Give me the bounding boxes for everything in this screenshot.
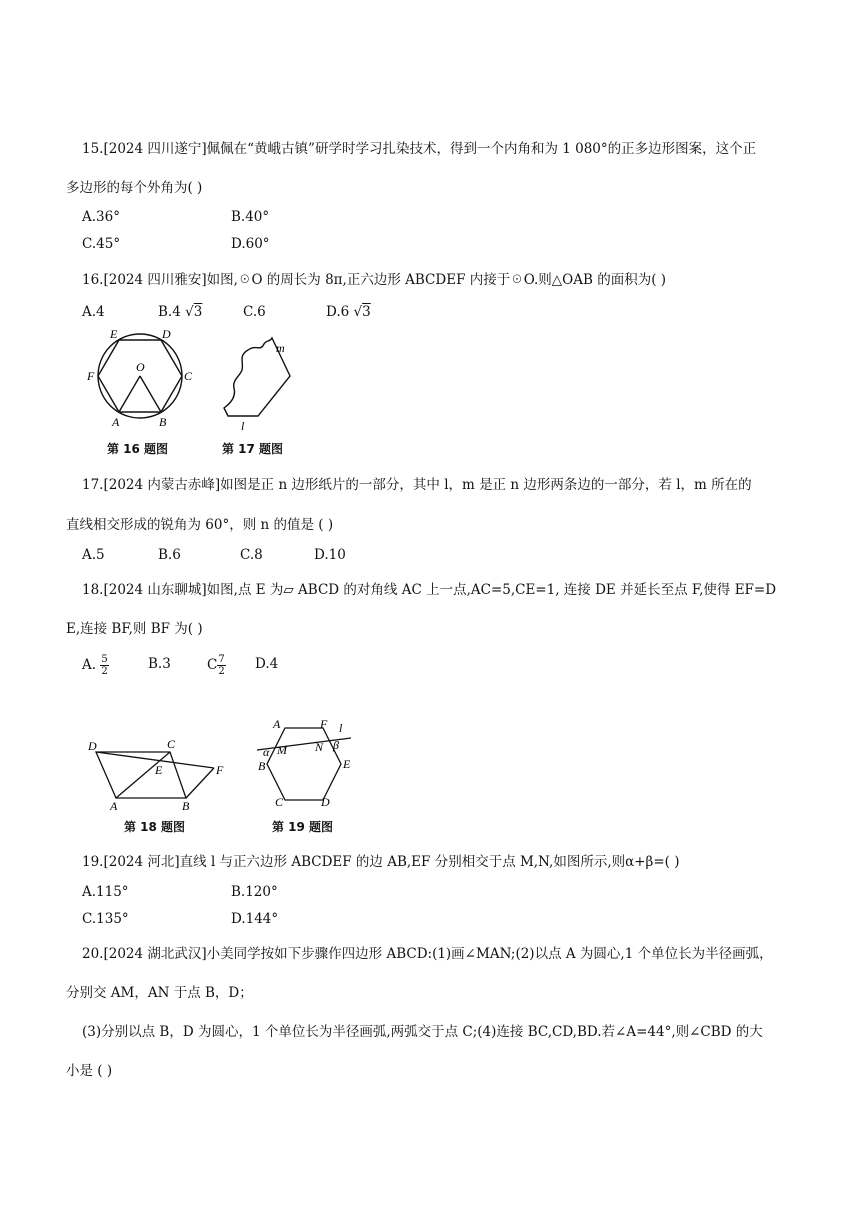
fig16-label-a: A bbox=[112, 415, 120, 429]
q19-option-b: B.120° bbox=[231, 884, 278, 900]
q18-stem-line1: 18.[2024 山东聊城]如图,点 E 为▱ ABCD 的对角线 AC 上一点,AC=5,CE=1, 连接 DE 并延长至点 F,使得 EF=D bbox=[82, 582, 777, 598]
q17-option-c: C.8 bbox=[240, 547, 263, 563]
fig19-label-n: N bbox=[315, 740, 324, 754]
figure-18-caption: 第 18 题图 bbox=[124, 820, 186, 834]
q19-stem: 19.[2024 河北]直线 l 与正六边形 ABCDEF 的边 AB,EF 分别相交于点 M,N,如图所示,则α+β=( ) bbox=[82, 854, 680, 870]
fig19-label-b: B bbox=[258, 759, 266, 773]
fig18-label-b: B bbox=[182, 799, 190, 813]
fig18-label-c: C bbox=[167, 737, 176, 751]
fig16-label-c: C bbox=[184, 369, 193, 383]
fig19-label-m: M bbox=[277, 743, 287, 757]
q15-option-c: C.45° bbox=[82, 236, 121, 252]
fig19-label-a: A bbox=[273, 717, 281, 731]
figure-17-torn-polygon bbox=[212, 332, 302, 432]
figure-16-caption: 第 16 题图 bbox=[107, 442, 169, 456]
fig16-label-e: E bbox=[110, 328, 118, 341]
fig18-label-e: E bbox=[155, 763, 163, 777]
fig19-label-e: E bbox=[343, 757, 351, 771]
q15-stem-line2: 多边形的每个外角为( ) bbox=[66, 180, 203, 196]
fig17-label-m: m bbox=[276, 341, 285, 355]
q18-option-d: D.4 bbox=[255, 656, 279, 672]
fig19-label-d: D bbox=[321, 795, 330, 809]
q16-option-d: D.6 √3 bbox=[326, 304, 371, 320]
fig19-label-c: C bbox=[275, 795, 284, 809]
q17-option-b: B.6 bbox=[158, 547, 181, 563]
q18-option-a: A. $\frac{5}{2}$ bbox=[82, 654, 108, 677]
q19-option-d: D.144° bbox=[231, 911, 279, 927]
q18-option-b: B.3 bbox=[148, 656, 171, 672]
fig18-label-d: D bbox=[88, 739, 97, 753]
fig19-label-f: F bbox=[320, 717, 328, 731]
figure-16-hexagon-in-circle bbox=[82, 328, 202, 433]
figure-19-caption: 第 19 题图 bbox=[272, 820, 334, 834]
q15-option-d: D.60° bbox=[231, 236, 270, 252]
q17-stem-line1: 17.[2024 内蒙古赤峰]如图是正 n 边形纸片的一部分，其中 l，m 是正 n 边形两条边的一部分，若 l，m 所在的 bbox=[82, 477, 752, 493]
figure-19-hexagon-with-line bbox=[255, 716, 355, 816]
q15-option-a: A.36° bbox=[82, 209, 120, 225]
q17-option-a: A.5 bbox=[82, 547, 105, 563]
fig16-label-f: F bbox=[87, 369, 95, 383]
fig19-label-alpha: α bbox=[263, 745, 270, 759]
q16-option-c: C.6 bbox=[243, 304, 266, 320]
fig18-label-a: A bbox=[110, 799, 118, 813]
fig18-label-f: F bbox=[216, 763, 224, 777]
q20-stem-line3: (3)分别以点 B，D 为圆心，1 个单位长为半径画弧,两弧交于点 C;(4)连接 BC,CD,BD.若∠A=44°,则∠CBD 的大 bbox=[82, 1024, 763, 1040]
q19-option-a: A.115° bbox=[82, 884, 129, 900]
q16-stem: 16.[2024 四川雅安]如图,☉O 的周长为 8π,正六边形 ABCDEF 内接于☉O.则△OAB 的面积为( ) bbox=[82, 272, 667, 288]
q17-option-d: D.10 bbox=[314, 547, 346, 563]
fig16-label-d: D bbox=[162, 328, 171, 341]
q18-stem-line2: E,连接 BF,则 BF 为( ) bbox=[66, 621, 203, 637]
fig19-label-beta: β bbox=[333, 738, 339, 752]
figure-17-caption: 第 17 题图 bbox=[222, 442, 284, 456]
figure-18-parallelogram bbox=[82, 734, 242, 814]
fig17-label-l: l bbox=[241, 419, 245, 432]
q15-option-b: B.40° bbox=[231, 209, 270, 225]
q20-stem-line2: 分别交 AM，AN 于点 B，D； bbox=[66, 985, 253, 1001]
q19-option-c: C.135° bbox=[82, 911, 129, 927]
q17-stem-line2: 直线相交形成的锐角为 60°，则 n 的值是 ( ) bbox=[66, 517, 334, 533]
q20-stem-line4: 小是 ( ) bbox=[66, 1063, 113, 1079]
fig16-label-b: B bbox=[159, 415, 167, 429]
q20-stem-line1: 20.[2024 湖北武汉]小美同学按如下步骤作四边形 ABCD:(1)画∠MAN;(2)以点 A 为圆心,1 个单位长为半径画弧， bbox=[82, 946, 773, 962]
q16-option-a: A.4 bbox=[82, 304, 105, 320]
fig19-label-l: l bbox=[339, 721, 343, 735]
q18-option-c: C $\frac{7}{2}$ bbox=[207, 654, 225, 677]
q16-option-b: B.4 √3 bbox=[158, 304, 203, 320]
fig16-label-o: O bbox=[136, 360, 145, 374]
q15-stem-line1: 15.[2024 四川遂宁]佩佩在“黄峨古镇”研学时学习扎染技术，得到一个内角和为 1 080°的正多边形图案，这个正 bbox=[82, 141, 757, 157]
